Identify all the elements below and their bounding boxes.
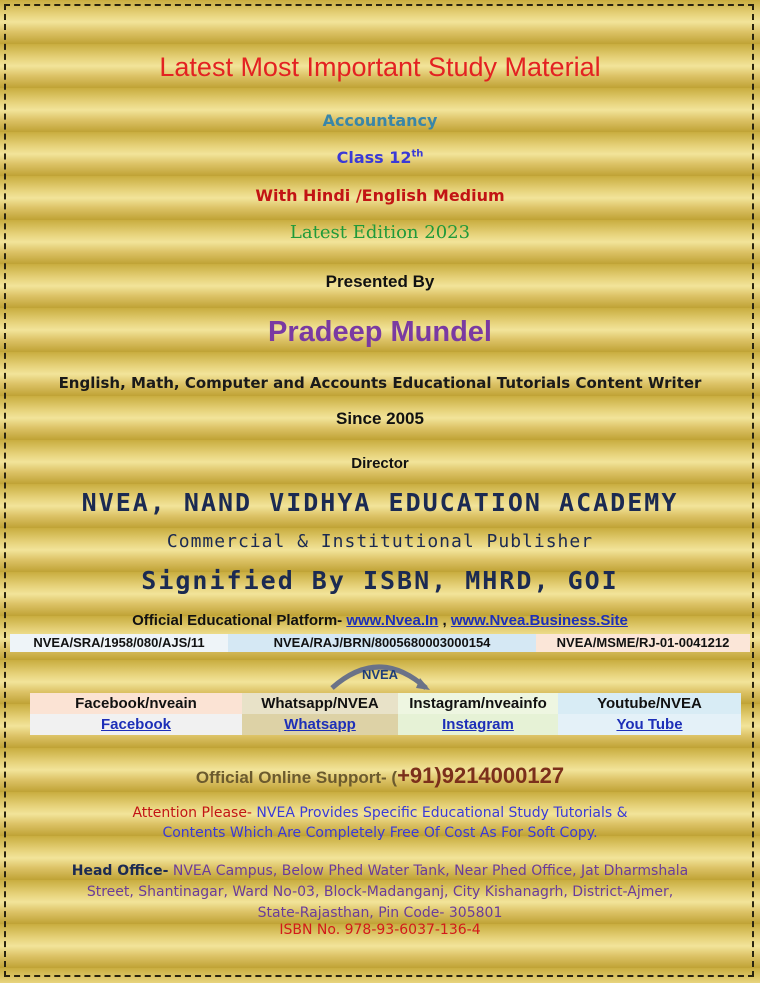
since-label: Since 2005: [336, 409, 424, 428]
platform-line: [0, 612, 760, 629]
youtube-link[interactable]: You Tube: [558, 714, 741, 735]
instagram-link[interactable]: Instagram: [398, 714, 558, 735]
medium-label: With Hindi /English Medium: [255, 186, 505, 205]
social-handle: Facebook/nveain: [30, 693, 242, 714]
registration-number: NVEA/RAJ/BRN/8005680003000154: [228, 634, 536, 652]
registration-bar: [10, 634, 750, 652]
signified-line: Signified By ISBN, MHRD, GOI: [141, 566, 619, 595]
class-label: [0, 148, 760, 167]
nvea-arc-label: NVEA: [361, 667, 399, 682]
social-whatsapp: [242, 693, 398, 735]
office-lead: Head Office-: [71, 863, 169, 879]
subject-label: Accountancy: [322, 111, 438, 130]
registration-number: NVEA/SRA/1958/080/AJS/11: [10, 634, 228, 652]
registration-number: NVEA/MSME/RJ-01-0041212: [536, 634, 750, 652]
office-line1: NVEA Campus, Below Phed Water Tank, Near Phed Office, Jat Dharmshala: [168, 863, 689, 879]
publisher-line: Commercial & Institutional Publisher: [166, 531, 594, 552]
isbn-number: ISBN No. 978-93-6037-136-4: [279, 922, 481, 938]
head-office-address: [0, 861, 760, 924]
author-role: English, Math, Computer and Accounts Educational Tutorials Content Writer: [58, 374, 702, 392]
office-line2: Street, Shantinagar, Ward No-03, Block-Madanganj, City Kishanagrh, District-Ajmer,: [86, 884, 674, 900]
support-line: [0, 763, 760, 789]
social-instagram: [398, 693, 558, 735]
social-handle: Instagram/nveainfo: [398, 693, 558, 714]
office-line3: State-Rajasthan, Pin Code- 305801: [257, 905, 503, 921]
platform-separator: ,: [438, 612, 451, 629]
social-links-table: [30, 693, 741, 735]
support-label: Official Online Support- (: [195, 768, 398, 787]
platform-link-business-site[interactable]: www.Nvea.Business.Site: [450, 612, 628, 629]
attention-line2: Contents Which Are Completely Free Of Cost As For Soft Copy.: [162, 825, 598, 841]
academy-name: NVEA, NAND VIDHYA EDUCATION ACADEMY: [81, 488, 679, 517]
platform-label: Official Educational Platform-: [132, 612, 343, 629]
attention-notice: [0, 803, 760, 843]
support-phone[interactable]: +91)9214000127: [397, 763, 565, 788]
author-name: Pradeep Mundel: [268, 316, 492, 348]
presented-by: Presented By: [325, 272, 435, 291]
whatsapp-link[interactable]: Whatsapp: [242, 714, 398, 735]
class-text: Class 12: [336, 148, 412, 167]
attention-line1: NVEA Provides Specific Educational Study Tutorials &: [251, 805, 628, 821]
edition-label: Latest Edition 2023: [289, 222, 471, 243]
social-handle: Youtube/NVEA: [558, 693, 741, 714]
social-youtube: [558, 693, 741, 735]
social-facebook: [30, 693, 242, 735]
class-superscript: th: [411, 148, 424, 160]
director-label: Director: [351, 455, 409, 472]
social-handle: Whatsapp/NVEA: [242, 693, 398, 714]
page-title: Latest Most Important Study Material: [159, 52, 601, 82]
facebook-link[interactable]: Facebook: [30, 714, 242, 735]
attention-lead: Attention Please-: [132, 805, 252, 821]
platform-link-nvea-in[interactable]: www.Nvea.In: [346, 612, 439, 629]
